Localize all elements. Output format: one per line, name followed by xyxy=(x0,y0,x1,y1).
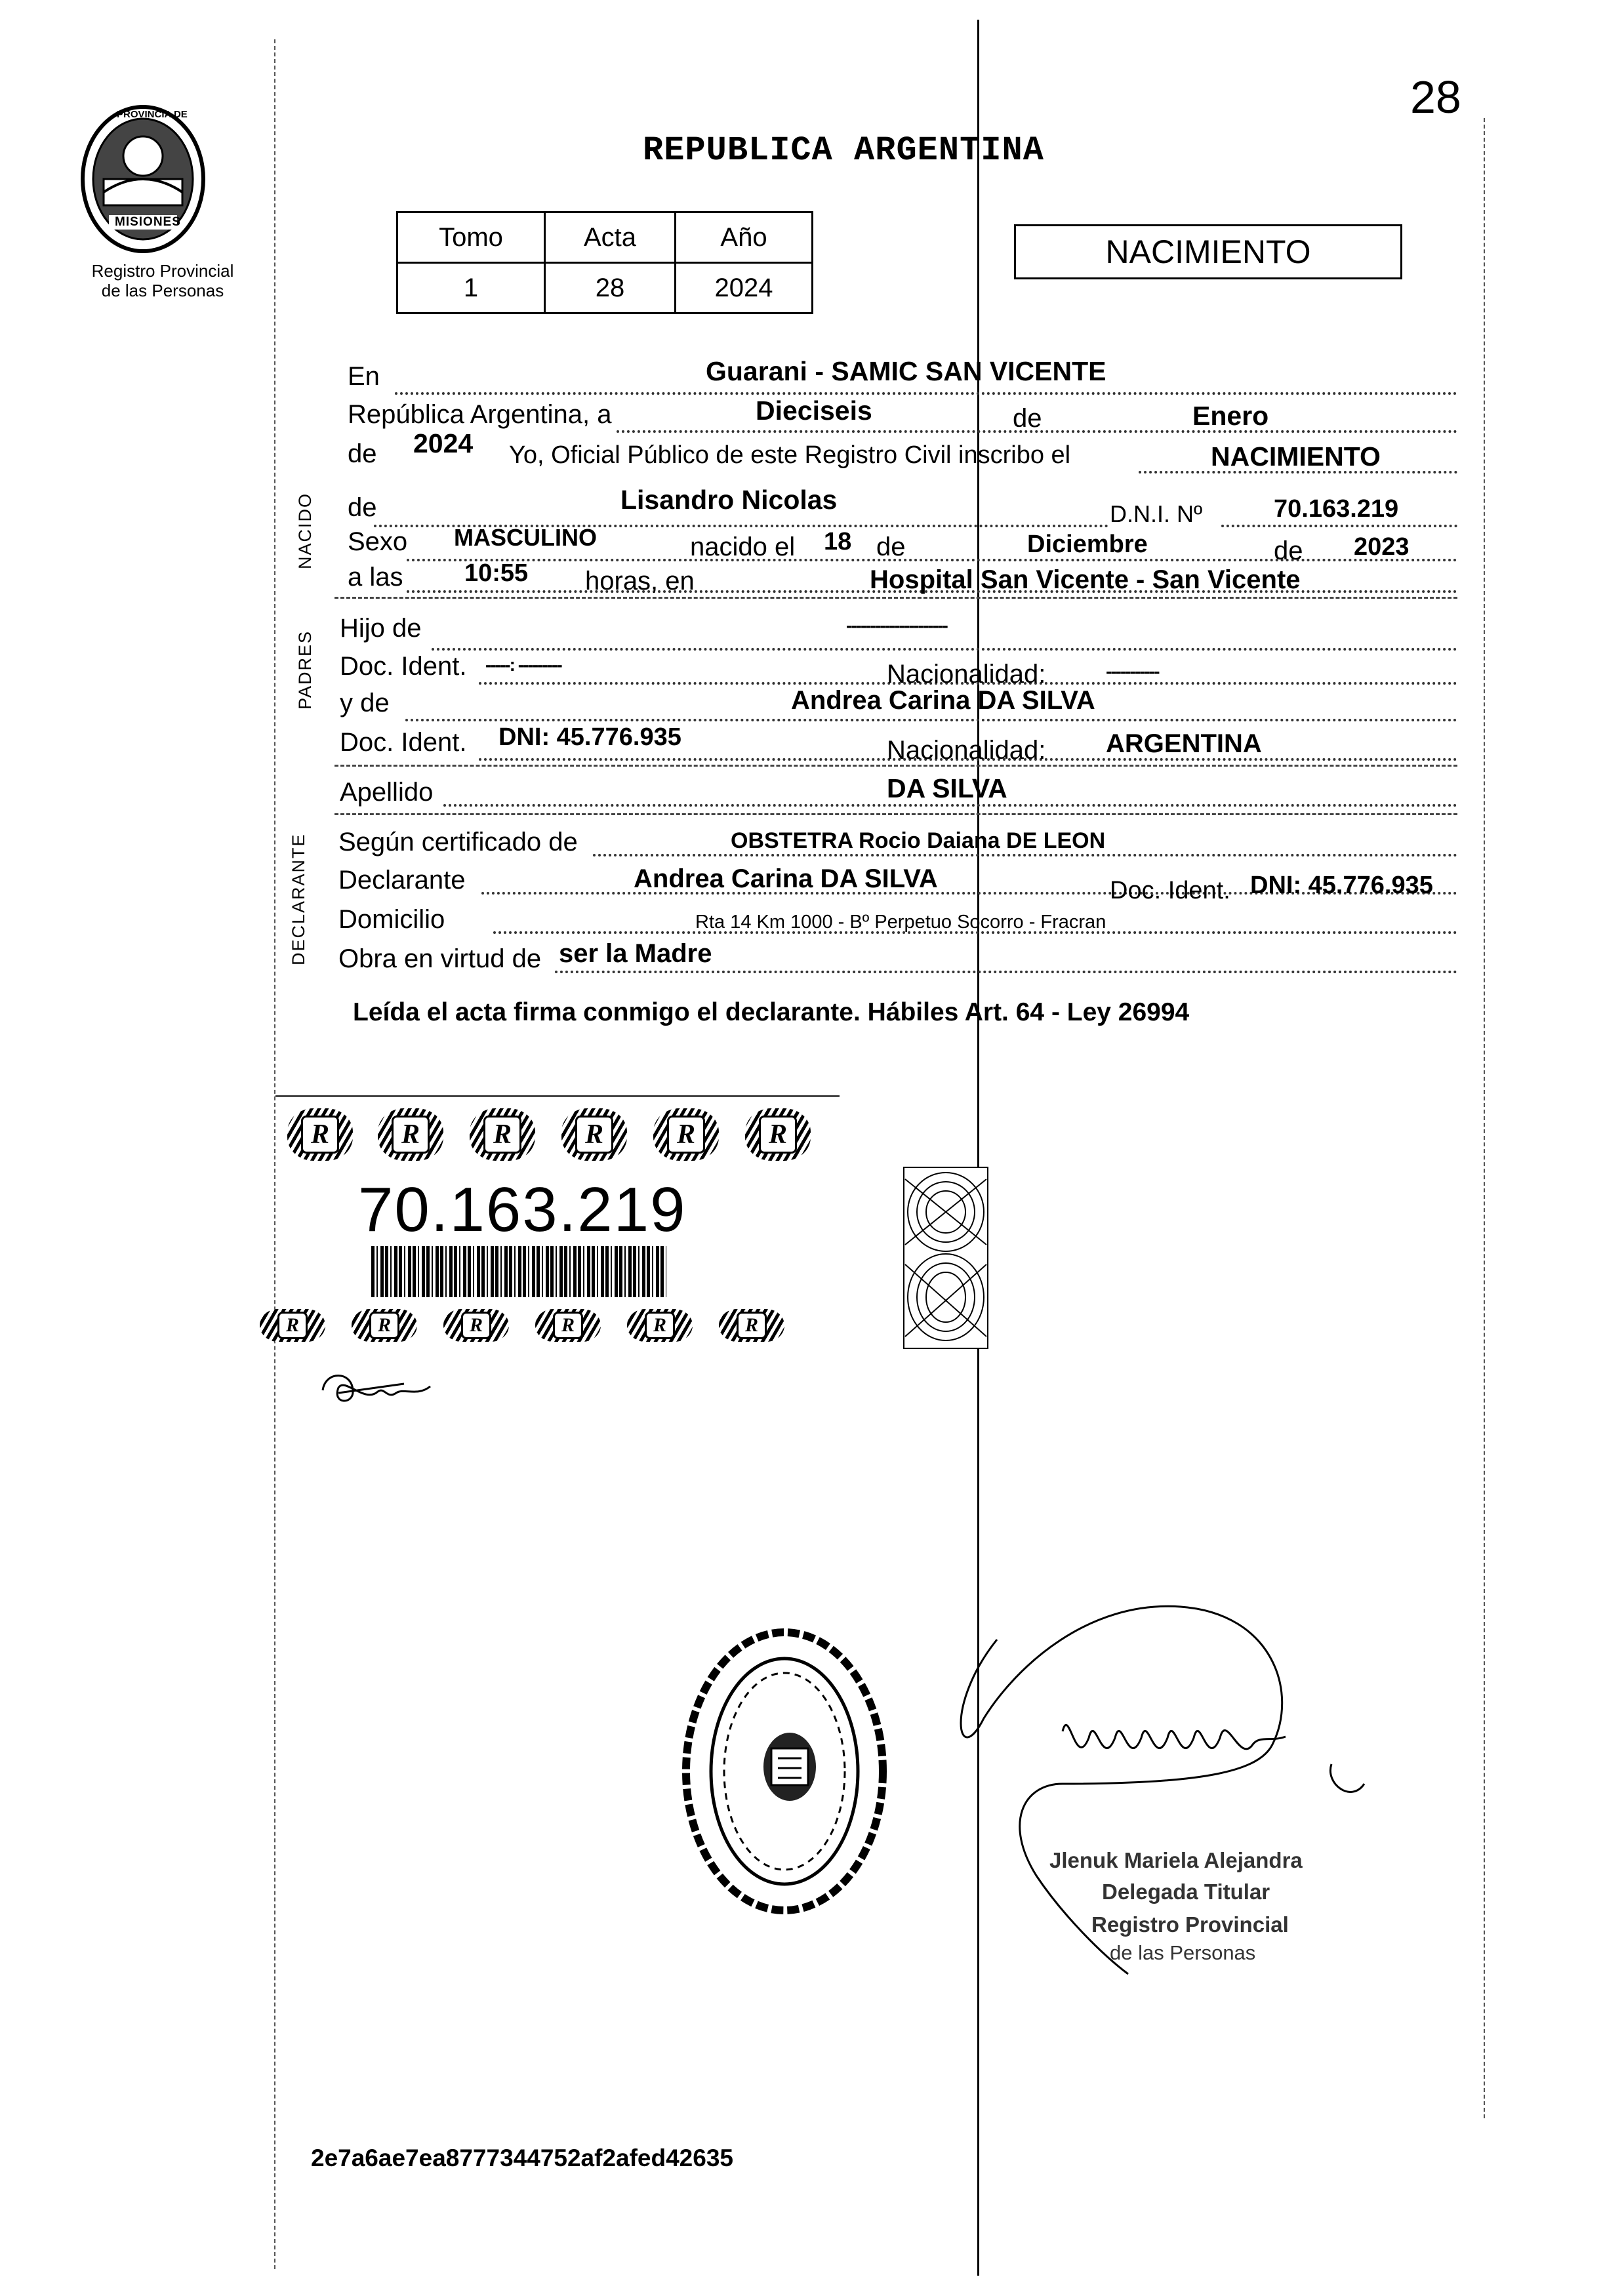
registry-r-logo xyxy=(561,1108,627,1161)
dni-label: D.N.I. Nº xyxy=(1110,500,1203,527)
registry-r-logo xyxy=(653,1108,719,1161)
obra-label: Obra en virtud de xyxy=(338,944,542,973)
signatory-org-line1: Registro Provincial xyxy=(1091,1912,1289,1937)
registry-r-logo xyxy=(260,1309,325,1342)
r-letter: R xyxy=(461,1312,491,1339)
mother-nationality-label: Nacionalidad: xyxy=(887,736,1046,765)
mother-doc-value: DNI: 45.776.935 xyxy=(498,723,681,751)
mother-nationality-value: ARGENTINA xyxy=(1106,729,1262,758)
sticker-id-number: 70.163.219 xyxy=(358,1175,687,1245)
row-line-1 xyxy=(395,392,1457,395)
month-value: Enero xyxy=(1192,401,1269,431)
section-label-padres: PADRES xyxy=(295,630,315,710)
row-line-10 xyxy=(405,719,1457,721)
en-value: Guarani - SAMIC SAN VICENTE xyxy=(706,356,1106,386)
acta-header: Acta xyxy=(545,212,676,263)
birth-month-value: Diciembre xyxy=(1027,531,1148,558)
apellido-value: DA SILVA xyxy=(887,773,1007,803)
certificado-label: Según certificado de xyxy=(338,828,578,856)
domicilio-value: Rta 14 Km 1000 - Bº Perpetuo Socorro - Fracran xyxy=(695,912,1106,933)
right-margin-line xyxy=(1484,118,1485,2118)
left-margin-line xyxy=(274,39,275,2269)
hijo-de-label: Hijo de xyxy=(340,614,422,643)
page-number: 28 xyxy=(1410,71,1461,123)
section-label-nacido: NACIDO xyxy=(295,492,315,569)
registry-r-logo xyxy=(719,1309,784,1342)
day-value: Dieciseis xyxy=(756,395,872,426)
registry-r-logo xyxy=(378,1108,443,1161)
father-doc-label: Doc. Ident. xyxy=(340,652,467,681)
oficial-text: Yo, Oficial Público de este Registro Civil inscribo el xyxy=(509,441,1071,469)
seal-text-top: PROVINCIA DE xyxy=(117,109,188,120)
father-nationality-value: ----------- xyxy=(1106,661,1159,681)
separator-apellido-declarante xyxy=(335,813,1457,815)
registry-r-logo xyxy=(443,1309,509,1342)
r-letter: R xyxy=(483,1116,521,1154)
domicilio-label: Domicilio xyxy=(338,905,445,934)
r-letter: R xyxy=(301,1116,339,1154)
document-title: REPUBLICA ARGENTINA xyxy=(643,131,1044,170)
closing-statement: Leída el acta firma conmigo el declarante. Hábiles Art. 64 - Ley 26994 xyxy=(353,998,1190,1026)
de-label-3: de xyxy=(348,493,377,522)
r-letter: R xyxy=(553,1312,583,1339)
r-letter: R xyxy=(667,1116,705,1154)
official-round-stamp xyxy=(680,1624,889,1919)
separator-padres-apellido xyxy=(335,765,1457,767)
tomo-value: 1 xyxy=(397,263,545,313)
apellido-label: Apellido xyxy=(340,778,434,807)
father-nationality-label: Nacionalidad: xyxy=(887,660,1046,689)
registry-r-logo xyxy=(627,1309,693,1342)
security-guilloche-pattern xyxy=(903,1166,989,1350)
declarant-initials-signature xyxy=(319,1364,437,1417)
inscribo-value: NACIMIENTO xyxy=(1211,441,1381,472)
mother-name-value: Andrea Carina DA SILVA xyxy=(791,686,1095,715)
r-letter: R xyxy=(277,1312,308,1339)
row-line-16 xyxy=(555,971,1457,973)
r-letter: R xyxy=(369,1312,399,1339)
certificado-value: OBSTETRA Rocio Daiana DE LEON xyxy=(731,828,1106,853)
registry-r-logo xyxy=(287,1108,353,1161)
record-number-table xyxy=(396,211,813,314)
dni-value: 70.163.219 xyxy=(1274,495,1399,523)
child-name-value: Lisandro Nicolas xyxy=(620,485,838,515)
mother-doc-label: Doc. Ident. xyxy=(340,728,467,757)
r-letter: R xyxy=(392,1116,430,1154)
acta-value: 28 xyxy=(545,263,676,313)
father-doc-value: -----: --------- xyxy=(485,655,561,675)
nacido-el-label: nacido el xyxy=(690,533,796,561)
declarante-value: Andrea Carina DA SILVA xyxy=(634,864,938,893)
de-label-1: de xyxy=(1013,404,1042,433)
de-label-5: de xyxy=(1274,536,1303,565)
registry-r-logo xyxy=(352,1309,417,1342)
record-type-box: NACIMIENTO xyxy=(1014,224,1402,279)
seal-text-bottom: MISIONES xyxy=(115,215,181,229)
registry-name-line2: de las Personas xyxy=(101,281,224,300)
ano-header: Año xyxy=(676,212,813,263)
y-de-label: y de xyxy=(340,689,390,717)
horas-en-label: horas, en xyxy=(585,567,695,595)
obra-value: ser la Madre xyxy=(559,939,712,968)
signatory-name: Jlenuk Mariela Alejandra xyxy=(1049,1848,1303,1872)
r-letter: R xyxy=(575,1116,613,1154)
birth-day-value: 18 xyxy=(824,528,852,555)
de-label-2: de xyxy=(348,439,377,468)
ano-value: 2024 xyxy=(676,263,813,313)
birth-year-value: 2023 xyxy=(1354,533,1410,561)
registry-r-logo xyxy=(470,1108,535,1161)
sexo-value: MASCULINO xyxy=(454,524,597,551)
registry-r-logo xyxy=(745,1108,811,1161)
row-line-5 xyxy=(1221,525,1457,527)
sexo-label: Sexo xyxy=(348,527,408,556)
tomo-header: Tomo xyxy=(397,212,545,263)
year-value: 2024 xyxy=(413,428,474,458)
a-las-label: a las xyxy=(348,563,403,592)
father-value: --------------------- xyxy=(846,615,947,635)
registry-r-logo xyxy=(535,1309,601,1342)
signatory-role: Delegada Titular xyxy=(1102,1880,1270,1904)
province-seal-logo xyxy=(77,104,209,254)
row-line-8 xyxy=(432,648,1457,651)
birth-place-value: Hospital San Vicente - San Vicente xyxy=(870,565,1301,594)
birth-time-value: 10:55 xyxy=(464,559,529,587)
declarante-doc-label: Doc. Ident. xyxy=(1110,877,1230,904)
declarante-doc-value: DNI: 45.776.935 xyxy=(1250,872,1433,899)
r-letter: R xyxy=(759,1116,797,1154)
section-label-declarante: DECLARANTE xyxy=(289,833,308,965)
republica-label: República Argentina, a xyxy=(348,400,612,429)
signatory-org-line2: de las Personas xyxy=(1110,1941,1256,1964)
registry-name-line1: Registro Provincial xyxy=(91,261,234,281)
de-label-4: de xyxy=(876,533,906,561)
r-letter: R xyxy=(737,1312,767,1339)
declarante-label: Declarante xyxy=(338,866,466,895)
sticker-top-edge xyxy=(275,1095,840,1097)
row-line-12 xyxy=(443,804,1457,807)
en-label: En xyxy=(348,362,380,391)
separator-nacido-padres xyxy=(335,597,1457,599)
sticker-barcode xyxy=(371,1246,666,1297)
verification-hash: 2e7a6ae7ea8777344752af2afed42635 xyxy=(311,2145,733,2171)
r-letter: R xyxy=(645,1312,675,1339)
